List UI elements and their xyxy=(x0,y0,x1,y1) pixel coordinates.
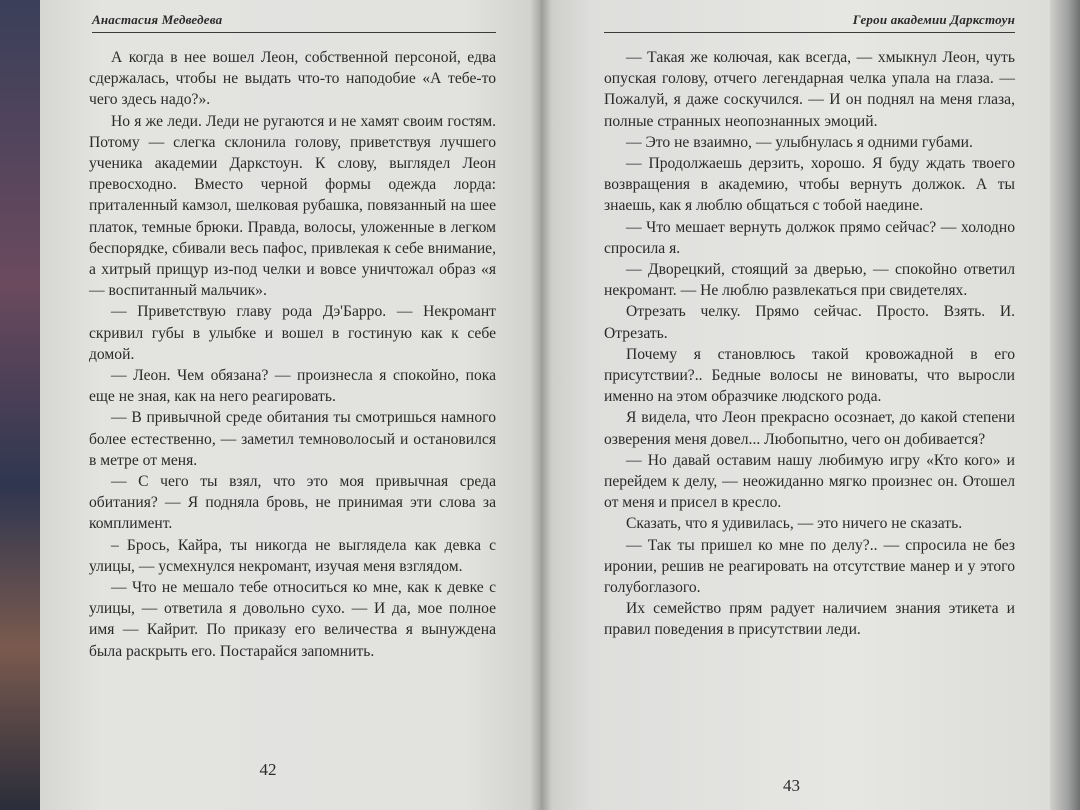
paragraph: Почему я становлюсь такой кровожадной в его присутствии?.. Бедные волосы не виноваты, что выросли именно на этом образчике людского рода. xyxy=(604,345,1015,406)
paragraph: — Приветствую главу рода Дэ'Барро. — Некромант скривил губы в улыбке и вошел в гостиную как к себе домой. xyxy=(89,303,496,363)
paragraph: — Такая же колючая, как всегда, — хмыкнул Леон, чуть опуская голову, отчего легендарная челка упала на глаза. — Пожалуй, я даже соскучился. — И он поднял на меня глаза, полные странных неопознанных эмоций. xyxy=(604,49,1015,130)
book-cover-edge-left xyxy=(0,0,42,810)
right-page-number: 43 xyxy=(783,776,800,795)
paragraph: Сказать, что я удивилась, — это ничего не сказать. xyxy=(626,515,963,533)
paragraph: — Леон. Чем обязана? — произнесла я спокойно, пока еще не зная, как на него реагировать. xyxy=(89,367,496,406)
book-spine-shadow xyxy=(530,0,552,810)
paragraph: — Что мешает вернуть должок прямо сейчас? — холодно спросила я. xyxy=(604,218,1015,257)
left-body-text xyxy=(89,47,496,662)
paragraph: — Это не взаимно, — улыбнулась я одними губами. xyxy=(626,133,973,151)
paragraph: — В привычной среде обитания ты смотришься намного более естественно, — заметил темноволосый и остановился в метре от меня. xyxy=(89,409,496,469)
paragraph: Я видела, что Леон прекрасно осознает, до какой степени озверения меня довел... Любопытно, чего он добивается? xyxy=(604,409,1015,448)
left-page-number: 42 xyxy=(259,760,277,779)
paragraph: — Что не мешало тебе относиться ко мне, как к девке с улицы, — ответила я довольно сухо. — И да, мое полное имя — Кайрит. По приказу его величества я вынуждена была раскрыть его. Постарайся запомнить. xyxy=(89,579,496,660)
paragraph: – Брось, Кайра, ты никогда не выглядела как девка с улицы, — усмехнулся некромант, изучая меня взглядом. xyxy=(89,536,496,575)
right-page xyxy=(540,0,1055,810)
paragraph: Но я же леди. Леди не ругаются и не хамят своим гостям. Потому — слегка склонила голову, приветствуя лучшего ученика академии Даркстоун. К слову, выглядел Леон превосходно. Вместо черной формы одежда лорда: приталенный камзол, шелковая рубашка, повязанный на шее платок, темные брюки. Правда, волосы, уложенные в легком беспорядке, сбивали весь пафос, привлекая к себе внимание, а хитрый прищур из-под челки и вовсе уничтожал образ «я — воспитанный мальчик». xyxy=(89,112,496,300)
paragraph: — С чего ты взял, что это моя привычная среда обитания? — Я подняла бровь, не принимая эти слова за комплимент. xyxy=(89,473,496,533)
paragraph: Отрезать челку. Прямо сейчас. Просто. Взять. И. Отрезать. xyxy=(604,303,1015,342)
right-body-text xyxy=(604,47,1015,641)
book-edge-right xyxy=(1050,0,1080,810)
paragraph: — Продолжаешь дерзить, хорошо. Я буду ждать твоего возвращения в академию, чтобы вернуть должок. А ты знаешь, как я люблю общаться с тобой наедине. xyxy=(604,155,1015,215)
paragraph: — Так ты пришел ко мне по делу?.. — спросила не без иронии, решив не реагировать на отсутствие манер и у этого голубоглазого. xyxy=(604,536,1015,597)
right-running-head: Герои академии Даркстоун xyxy=(604,12,1015,33)
left-page xyxy=(40,0,540,810)
paragraph: — Дворецкий, стоящий за дверью, — спокойно ответил некромант. — Не люблю развлекаться при свидетелях. xyxy=(604,261,1015,300)
paragraph: — Но давай оставим нашу любимую игру «Кто кого» и перейдем к делу, — неожиданно мягко произнес он. Отошел от меня и присел в кресло. xyxy=(604,451,1015,512)
paragraph: Их семейство прям радует наличием знания этикета и правил поведения в присутствии леди. xyxy=(604,600,1015,639)
left-running-head: Анастасия Медведева xyxy=(92,12,496,33)
paragraph: А когда в нее вошел Леон, собственной персоной, едва сдержалась, чтобы не выдать что-то наподобие «А тебе-то чего здесь надо?». xyxy=(89,49,496,109)
